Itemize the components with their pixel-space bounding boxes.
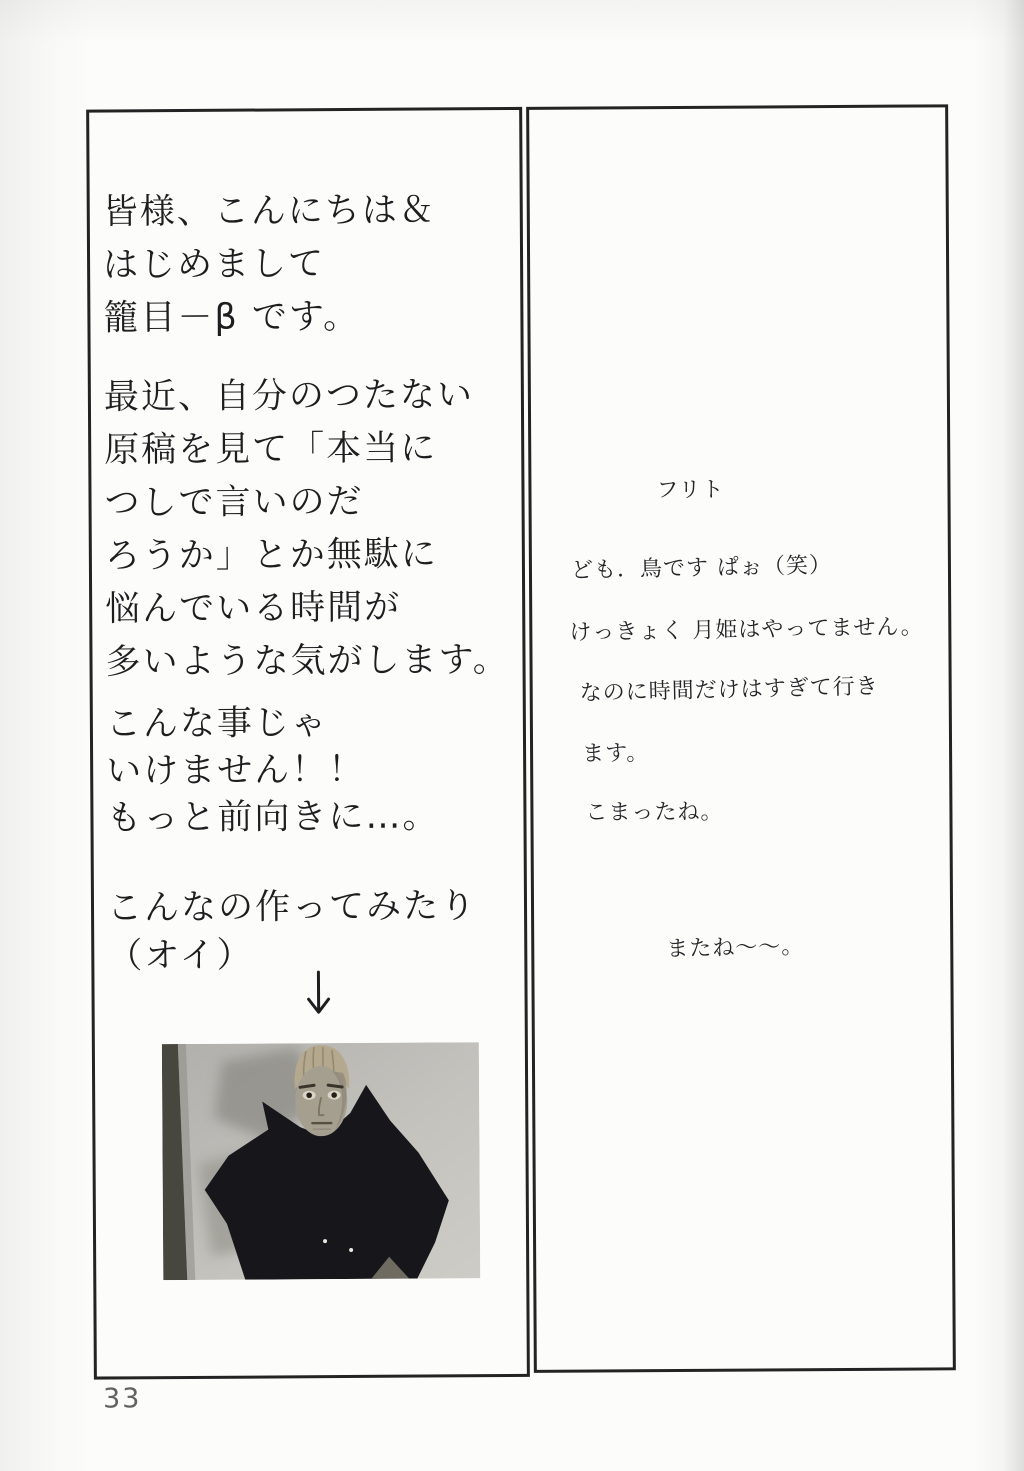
text-line: 皆様、こんにちは＆ <box>102 190 436 233</box>
left-text-panel <box>86 107 530 1380</box>
text-line: 最近、自分のつたない <box>103 375 475 418</box>
resolve-paragraph <box>106 699 440 842</box>
text-line: 原稿を見て「本当に <box>104 428 438 471</box>
handwritten-line: けっきょく 月姫はやってません。 <box>569 614 924 646</box>
handwritten-sign-off: またね～～。 <box>666 934 805 963</box>
text-line: こんな事じゃ <box>105 703 329 745</box>
handwritten-line: こまったね。 <box>585 799 724 826</box>
text-line: ろうか」とか無駄に <box>104 534 439 577</box>
text-line: いけません！！ <box>106 749 366 792</box>
greeting-paragraph <box>103 184 437 345</box>
cloak-button-dot-2 <box>349 1248 353 1252</box>
figure-right-iris <box>331 1092 337 1098</box>
figure-photo <box>162 1042 480 1280</box>
text-line: つしで言いのだ <box>104 481 364 524</box>
page-number: 33 <box>102 1383 142 1415</box>
text-line: こんなの作ってみたり <box>106 886 478 929</box>
made-this-paragraph <box>107 882 478 980</box>
handwritten-line: ます。 <box>582 741 650 767</box>
text-line: はじめまして <box>102 244 326 286</box>
figure-left-iris <box>306 1092 312 1098</box>
right-handwritten-panel <box>526 104 956 1373</box>
handwritten-line: ども．鳥です ぱぉ（笑） <box>570 553 833 584</box>
text-line: 悩んでいる時間が <box>105 587 402 630</box>
worry-paragraph <box>104 369 510 689</box>
down-arrow-icon <box>304 969 332 1017</box>
text-line: 多いような気がします。 <box>105 640 510 683</box>
cloak-button-dot-1 <box>323 1239 327 1243</box>
text-line: もっと前向きに…。 <box>106 796 440 839</box>
text-line: （オイ） <box>107 935 254 977</box>
handwritten-name: フリト <box>656 477 725 504</box>
text-line: 籠目－β です。 <box>103 296 361 339</box>
handwritten-line: なのに時間だけはすぎて行き <box>579 674 880 707</box>
